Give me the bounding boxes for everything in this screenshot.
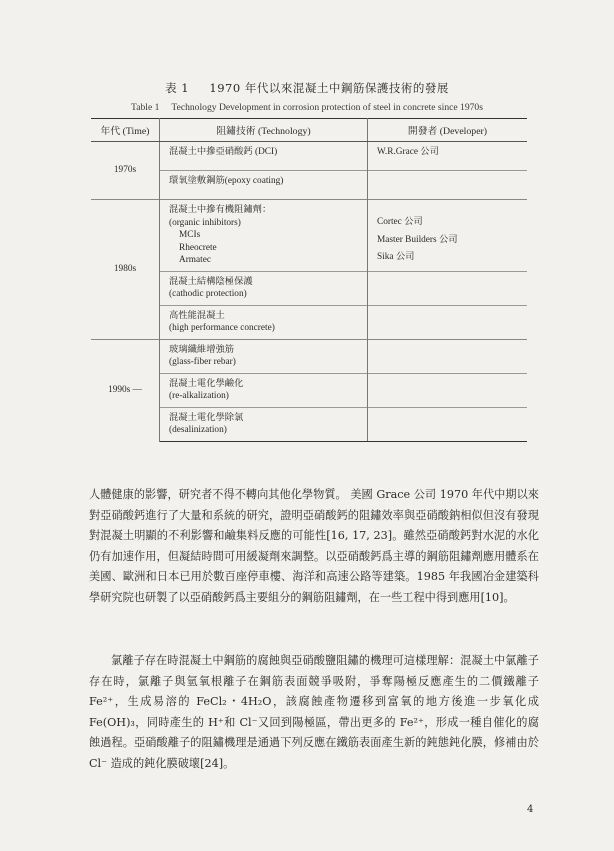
developer-line: Master Builders 公司 <box>377 234 458 245</box>
developer-cell <box>368 339 528 373</box>
developer-line: Cortec 公司 <box>377 217 423 227</box>
body-paragraph: 氯離子存在時混凝土中鋼筋的腐蝕與亞硝酸鹽阻鏽的機理可這樣理解：混凝土中氯離子存在時，氯離子與氫氧根離子在鋼筋表面競爭吸附，爭奪陽極反應產生的二價鐵離子 Fe²⁺，生成易溶的 FeCl₂・4H₂O，該腐蝕產物遷移到富氧的地方後進一步氧化成 Fe(OH)₃，同時產生的 H⁺和 Cl⁻又回到陽極區，帶出更多的 Fe²⁺，形成一種自催化的腐蝕過程。亞硝酸離子的阻鏽機理是通過下列反應在鐵筋表面產生新的鈍態鈍化膜，修補由於 Cl⁻ 造成的鈍化膜破壞[24]。 <box>89 654 539 770</box>
developer-cell <box>368 271 528 305</box>
tech-cell <box>160 373 368 407</box>
developer-cell <box>368 142 528 171</box>
header-developer: 開發者 (Developer) <box>368 119 528 142</box>
table-header-row <box>91 119 527 142</box>
header-technology: 阻鏽技術 (Technology) <box>160 119 368 142</box>
tech-line: Rheocrete <box>179 242 217 253</box>
technology-table <box>91 118 527 442</box>
table-caption-zh: 表 1 1970 年代以來混凝土中鋼筋保護技術的發展 <box>165 81 449 95</box>
tech-line: 混凝土結構陰極保護 <box>169 276 253 287</box>
tech-cell <box>160 305 368 339</box>
developer-cell <box>368 200 528 272</box>
tech-line: (re-alkalization) <box>169 391 229 401</box>
developer-cell <box>368 171 528 200</box>
developer-line: Sika 公司 <box>377 252 415 262</box>
tech-line: (high performance concrete) <box>169 323 275 333</box>
tech-line: 混凝土電化學鹼化 <box>169 378 244 389</box>
table-row <box>91 339 527 373</box>
developer-line: W.R.Grace 公司 <box>377 147 439 157</box>
tech-cell <box>160 200 368 272</box>
table-caption-en: Table 1 Technology Development in corrosion protection of steel in concrete since 1970s <box>131 102 483 113</box>
tech-line: (desalinization) <box>169 425 227 435</box>
table-row <box>91 142 527 171</box>
tech-cell <box>160 271 368 305</box>
developer-cell <box>368 407 528 441</box>
table-row <box>91 200 527 272</box>
tech-line: (cathodic protection) <box>169 289 247 299</box>
era-cell: 1990s — <box>91 339 160 441</box>
developer-cell <box>368 305 528 339</box>
tech-line: MCIs <box>179 230 201 240</box>
tech-cell <box>160 142 368 171</box>
tech-line: Armatec <box>179 255 212 265</box>
tech-line: 混凝土中摻有機阻鏽劑： <box>169 205 272 215</box>
body-paragraph: 人體健康的影響，研究者不得不轉向其他化學物質。 美國 Grace 公司 1970 年代中期以來對亞硝酸鈣進行了大量和系統的研究，證明亞硝酸鈣的阻鏽效率與亞硝酸鈉相似但沒有發現對混凝土明顯的不利影響和鹼集料反應的可能性[16, 17, 23]。雖然亞硝酸鈣對水泥的水化仍有加速作用，但凝結時間可用緩凝劑來調整。以亞硝酸鈣爲主導的鋼筋阻鏽劑應用體系在美國、歐洲和日本已用於數百座停車樓、海洋和高速公路等建築。1985 年我國冶金建築科學研究院也研製了以亞硝酸鈣爲主要組分的鋼筋阻鏽劑，在一些工程中得到應用[10]。 <box>89 488 539 604</box>
tech-cell <box>160 171 368 200</box>
tech-line: 混凝土中摻亞硝酸鈣 (DCI) <box>169 147 278 157</box>
tech-line: 高性能混凝土 <box>169 310 225 321</box>
tech-line: 環氧塗敷鋼筋(epoxy coating) <box>169 176 284 186</box>
tech-line: 玻璃纖維增強筋 <box>169 344 235 355</box>
tech-line: 混凝土電化學除氯 <box>169 412 244 423</box>
tech-cell <box>160 339 368 373</box>
page-number: 4 <box>527 804 534 815</box>
era-cell: 1980s <box>91 200 160 340</box>
developer-cell <box>368 373 528 407</box>
tech-line: (organic inhibitors) <box>169 217 241 228</box>
tech-cell <box>160 407 368 441</box>
header-time: 年代 (Time) <box>91 119 160 142</box>
tech-line: (glass-fiber rebar) <box>169 357 236 367</box>
era-cell: 1970s <box>91 142 160 200</box>
